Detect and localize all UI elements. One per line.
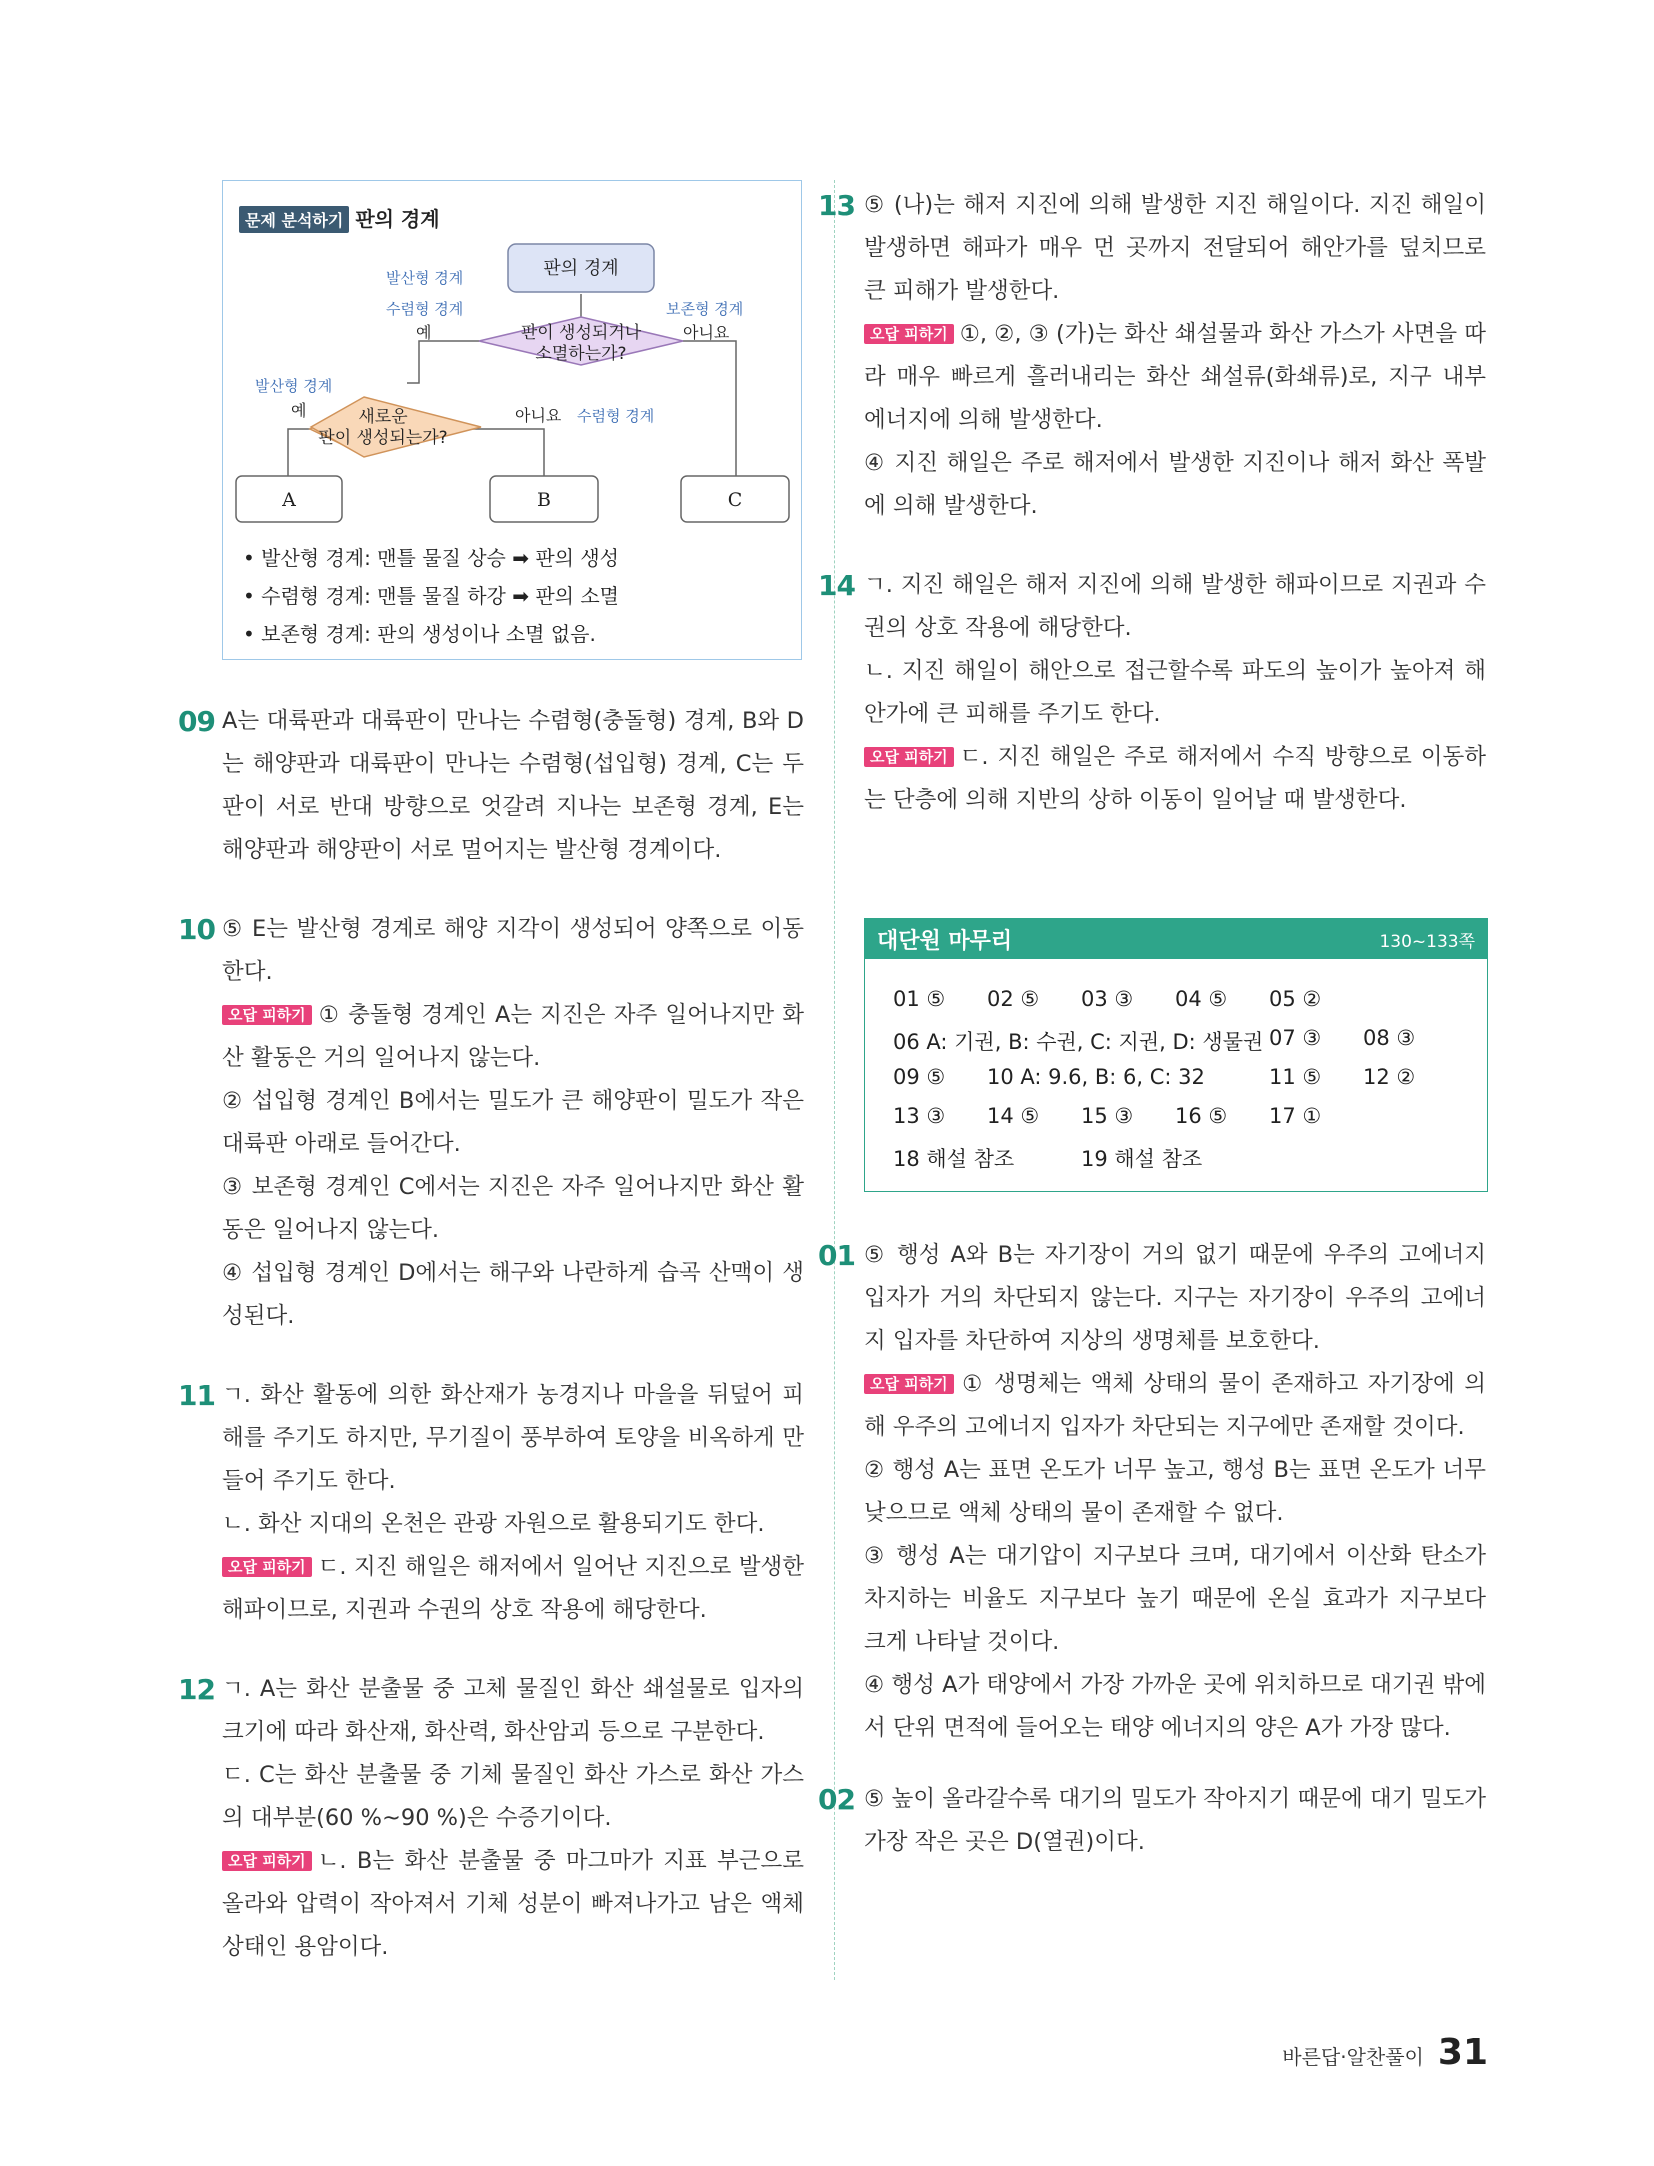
answer-item: 16 ⑤ [1175,1104,1228,1128]
note-text: ④ 섭입형 경계인 D에서는 해구와 나란하게 습곡 산맥이 생성된다. [222,1260,804,1329]
decision-node-2-wide [311,397,481,457]
problem-text: ⑤ 높이 올라갈수록 대기의 밀도가 작아지기 때문에 대기 밀도가 가장 작은 곳은 D(열권)이다. [864,1786,1486,1855]
label-no-1: 아니요 [683,323,730,342]
problem-text: A는 대륙판과 대륙판이 만나는 수렴형(충돌형) 경계, B와 D는 해양판과 대륙판이 만나는 수렴형(섭입형) 경계, C는 두 판이 서로 반대 방향으로 엇갈려 지나는 보존형 경계, E는 해양판과 해양판이 서로 멀어지는 발산형 경계이다. [222,708,804,863]
bullet-item: • 보존형 경계: 판의 생성이나 소멸 없음. [243,615,619,653]
bullet-item: • 발산형 경계: 맨틀 물질 상승 ➡ 판의 생성 [243,539,619,577]
top-node-label: 판의 경계 [543,258,619,279]
page-number: 31 [1437,2032,1488,2073]
problem-number: 11 [178,1379,215,1412]
problem-number: 13 [818,189,855,222]
wrong-answer-tag: 오답 피하기 [864,1374,954,1394]
unit-summary-header [865,919,1487,959]
label-divergent: 발산형 경계 [255,377,333,395]
answer-item: 01 ⑤ [893,987,946,1011]
problem-number: 02 [818,1783,855,1816]
answer-item: 11 ⑤ [1269,1065,1322,1089]
label-convergent: 수렴형 경계 [577,407,655,425]
label-transform: 보존형 경계 [666,300,744,318]
problem-12 [178,1668,804,1969]
answer-grid [865,959,1487,1191]
decision-1-line-1: 판이 생성되거나 [520,323,642,343]
problem-number: 14 [818,569,855,602]
analysis-bullets [243,539,619,653]
problem-number: 10 [178,913,215,946]
note-text: ㄴ. B는 화산 분출물 중 마그마가 지표 부근으로 올라와 압력이 작아져서 기체 성분이 빠져나가고 남은 액체 상태인 용암이다. [222,1848,804,1960]
analysis-tag: 문제 분석하기 [239,206,349,233]
answer-item: 02 ⑤ [987,987,1040,1011]
bullet-item: • 수렴형 경계: 맨틀 물질 하강 ➡ 판의 소멸 [243,577,619,615]
problem-text: ⑤ E는 발산형 경계로 해양 지각이 생성되어 양쪽으로 이동한다. [222,916,804,985]
problem-13 [818,184,1486,528]
wrong-answer-tag: 오답 피하기 [222,1851,312,1871]
problem-number: 01 [818,1239,855,1272]
answer-item: 04 ⑤ [1175,987,1228,1011]
note-text: ① 충돌형 경계인 A는 지진은 자주 일어나지만 화산 활동은 거의 일어나지 않는다. [222,1002,804,1071]
answer-item: 05 ② [1269,987,1322,1011]
boundary-flowchart [223,181,803,531]
note-text: ㄷ. 지진 해일은 해저에서 일어난 지진으로 발생한 해파이므로, 지권과 수권의 상호 작용에 해당한다. [222,1554,804,1623]
problem-09 [178,700,804,872]
problem-text: ㄷ. C는 화산 분출물 중 기체 물질인 화산 가스로 화산 가스의 대부분(60 %~90 %)은 수증기이다. [222,1762,804,1831]
problem-11 [178,1374,804,1632]
note-text: ①, ②, ③ (가)는 화산 쇄설물과 화산 가스가 사면을 따라 매우 빠르게 흘러내리는 화산 쇄설류(화쇄류)로, 지구 내부 에너지에 의해 발생한다. [864,321,1486,433]
problem-text: ㄱ. A는 화산 분출물 중 고체 물질인 화산 쇄설물로 입자의 크기에 따라 화산재, 화산력, 화산암괴 등으로 구분한다. [222,1676,804,1745]
problem-14 [818,564,1486,822]
decision-2-line-2: 판이 생성되는가? [318,428,448,448]
problem-10 [178,908,804,1338]
wrong-answer-note [222,994,804,1080]
problem-text: ㄱ. 화산 활동에 의한 화산재가 농경지나 마을을 뒤덮어 피해를 주기도 하지만, 무기질이 풍부하여 토양을 비옥하게 만들어 주기도 한다. [222,1382,804,1494]
right-column [818,184,1486,1864]
answer-item: 14 ⑤ [987,1104,1040,1128]
answer-item: 03 ③ [1081,987,1134,1011]
footer-book-title: 바른답·알찬풀이 [1282,2045,1424,2069]
note-text: ③ 행성 A는 대기압이 지구보다 크며, 대기에서 이산화 탄소가 차지하는 비율도 지구보다 높기 때문에 온실 효과가 지구보다 크게 나타날 것이다. [864,1543,1486,1655]
wrong-answer-note [864,1363,1486,1449]
answer-item: 06 A: 기권, B: 수권, C: 지권, D: 생물권 [893,1030,1264,1054]
result-box-c-label: C [727,489,743,511]
note-text: ① 생명체는 액체 상태의 물이 존재하고 자기장에 의해 우주의 고에너지 입자가 차단되는 지구에만 존재할 것이다. [864,1371,1486,1440]
decision-1-line-2: 소멸하는가? [535,344,627,364]
note-text: ② 섭입형 경계인 B에서는 밀도가 큰 해양판이 밀도가 작은 대륙판 아래로 들어간다. [222,1088,804,1157]
analysis-title: 판의 경계 [355,207,440,231]
problem-text: ⑤ 행성 A와 B는 자기장이 거의 없기 때문에 우주의 고에너지 입자가 거의 차단되지 않는다. 지구는 자기장이 우주의 고에너지 입자를 차단하여 지상의 생명체를 보호한다. [864,1242,1486,1354]
problem-text: ㄴ. 화산 지대의 온천은 관광 자원으로 활용되기도 한다. [222,1511,765,1537]
problem-number: 12 [178,1673,215,1706]
note-text: ② 행성 A는 표면 온도가 너무 높고, 행성 B는 표면 온도가 너무 낮으므로 액체 상태의 물이 존재할 수 없다. [864,1457,1486,1526]
wrong-answer-note [864,313,1486,442]
page-footer [1282,2032,1488,2073]
label-divergent-convergent-2: 수렴형 경계 [386,300,464,318]
answer-item: 19 해설 참조 [1081,1147,1203,1171]
result-box-b-label: B [537,489,551,511]
problem-text: ㄱ. 지진 해일은 해저 지진에 의해 발생한 해파이므로 지권과 수권의 상호 작용에 해당한다. [864,572,1486,641]
unit-summary-pages: 130~133쪽 [1379,931,1475,952]
wrong-answer-tag: 오답 피하기 [222,1557,312,1577]
answer-item: 15 ③ [1081,1104,1134,1128]
unit-summary-box [864,918,1488,1192]
answer-item: 09 ⑤ [893,1065,946,1089]
wrong-answer-tag: 오답 피하기 [222,1005,312,1025]
note-text: ④ 행성 A가 태양에서 가장 가까운 곳에 위치하므로 대기권 밖에서 단위 면적에 들어오는 태양 에너지의 양은 A가 가장 많다. [864,1672,1486,1741]
problem-text: ㄴ. 지진 해일이 해안으로 접근할수록 파도의 높이가 높아져 해안가에 큰 피해를 주기도 한다. [864,658,1486,727]
wrong-answer-note [864,736,1486,822]
note-text: ③ 보존형 경계인 C에서는 지진은 자주 일어나지만 화산 활동은 일어나지 않는다. [222,1174,804,1243]
note-text: ㄷ. 지진 해일은 주로 해저에서 수직 방향으로 이동하는 단층에 의해 지반의 상하 이동이 일어날 때 발생한다. [864,744,1486,813]
answer-item: 08 ③ [1363,1026,1416,1050]
wrong-answer-tag: 오답 피하기 [864,324,954,344]
result-box-a-label: A [282,489,296,511]
problem-02 [818,1778,1486,1864]
label-yes-2: 예 [291,401,307,420]
answer-item: 12 ② [1363,1065,1416,1089]
answer-item: 10 A: 9.6, B: 6, C: 32 [987,1065,1205,1089]
answer-item: 07 ③ [1269,1026,1322,1050]
answer-item: 17 ① [1269,1104,1322,1128]
column-divider [834,180,835,1980]
problem-01 [818,1234,1486,1750]
decision-2-line-1: 새로운 [358,407,408,427]
note-text: ④ 지진 해일은 주로 해저에서 발생한 지진이나 해저 화산 폭발에 의해 발생한다. [864,450,1486,519]
wrong-answer-note [222,1840,804,1969]
label-divergent-convergent-1: 발산형 경계 [386,269,464,287]
label-yes-1: 예 [416,323,432,342]
answer-item: 18 해설 참조 [893,1147,1015,1171]
label-no-2: 아니요 [515,406,562,425]
analysis-box [222,180,802,660]
unit-summary-title: 대단원 마무리 [877,928,1013,954]
left-column [178,180,804,1969]
wrong-answer-note [222,1546,804,1632]
problem-text: ⑤ (나)는 해저 지진에 의해 발생한 지진 해일이다. 지진 해일이 발생하면 해파가 매우 먼 곳까지 전달되어 해안가를 덮치므로 큰 피해가 발생한다. [864,192,1486,304]
answer-item: 13 ③ [893,1104,946,1128]
problem-number: 09 [178,705,215,738]
wrong-answer-tag: 오답 피하기 [864,747,954,767]
